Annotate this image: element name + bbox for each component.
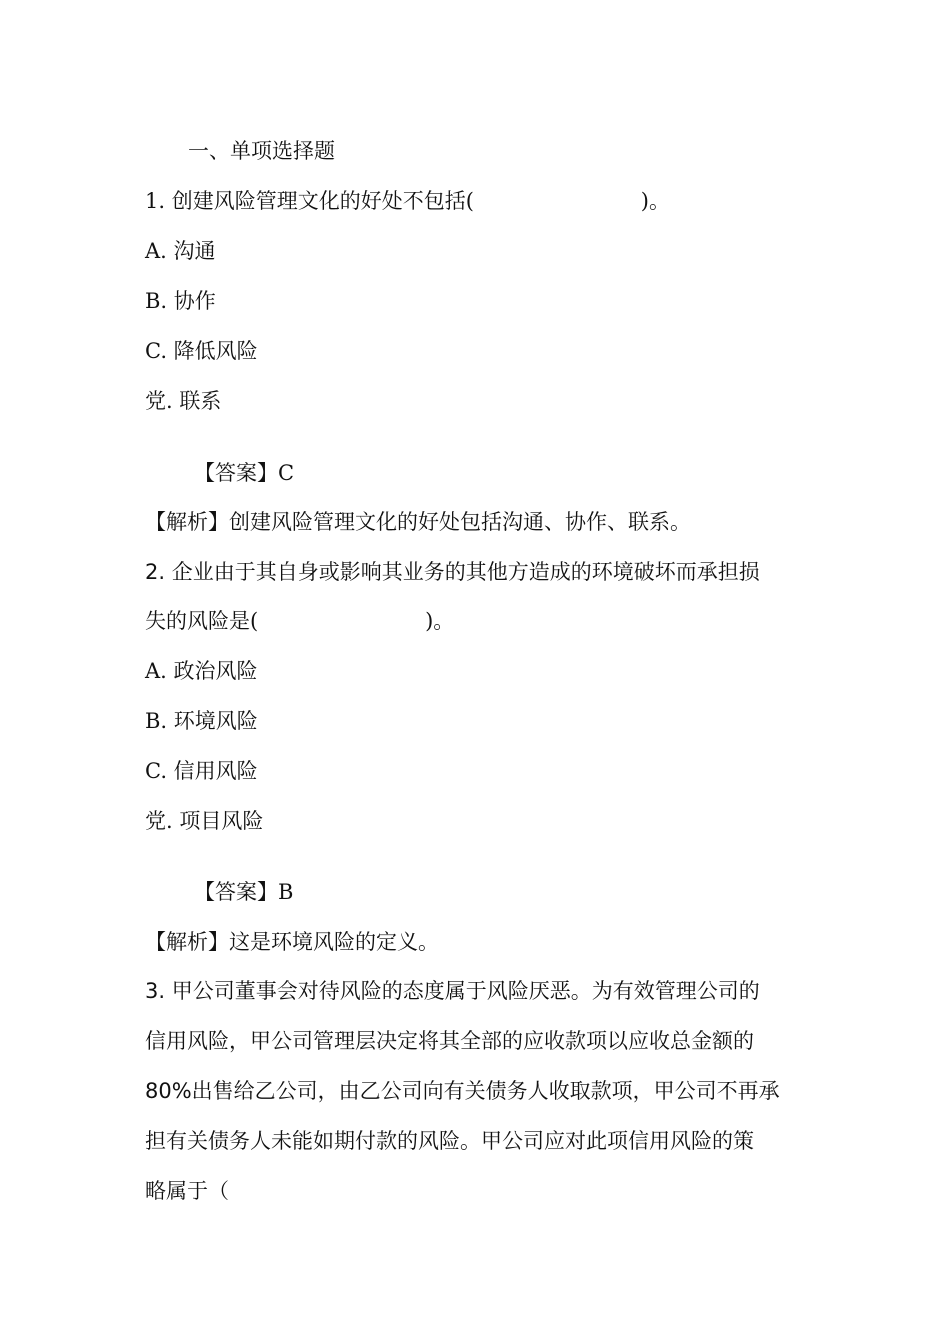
option-b: B. 协作 [145,289,216,313]
question-stem: 1. 创建风险管理文化的好处不包括( )。 [145,189,670,213]
answer: 【答案】C [194,461,295,485]
option-b: B. 环境风险 [145,709,258,733]
question-stem-line-2: 信用风险，甲公司管理层决定将其全部的应收款项以应收总金额的 [145,1029,754,1053]
question-stem-line-2: 失的风险是( )。 [145,609,455,633]
option-d: 党. 联系 [145,389,222,413]
question-stem-line-5: 略属于（ [145,1179,229,1203]
option-a: A. 沟通 [145,239,216,263]
option-d: 党. 项目风险 [145,809,264,833]
question-stem-line-1: 3. 甲公司董事会对待风险的态度属于风险厌恶。为有效管理公司的 [145,979,760,1003]
question-stem-line-3: 80%出售给乙公司，由乙公司向有关债务人收取款项，甲公司不再承 [145,1079,780,1103]
option-a: A. 政治风险 [145,659,258,683]
section-title: 一、单项选择题 [188,139,335,163]
explanation: 【解析】这是环境风险的定义。 [145,930,439,954]
option-c: C. 信用风险 [145,759,258,783]
question-stem-line-1: 2. 企业由于其自身或影响其业务的其他方造成的环境破坏而承担损 [145,560,760,584]
answer: 【答案】B [194,880,294,904]
question-stem-line-4: 担有关债务人未能如期付款的风险。甲公司应对此项信用风险的策 [145,1129,754,1153]
option-c: C. 降低风险 [145,339,258,363]
explanation: 【解析】创建风险管理文化的好处包括沟通、协作、联系。 [145,510,691,534]
